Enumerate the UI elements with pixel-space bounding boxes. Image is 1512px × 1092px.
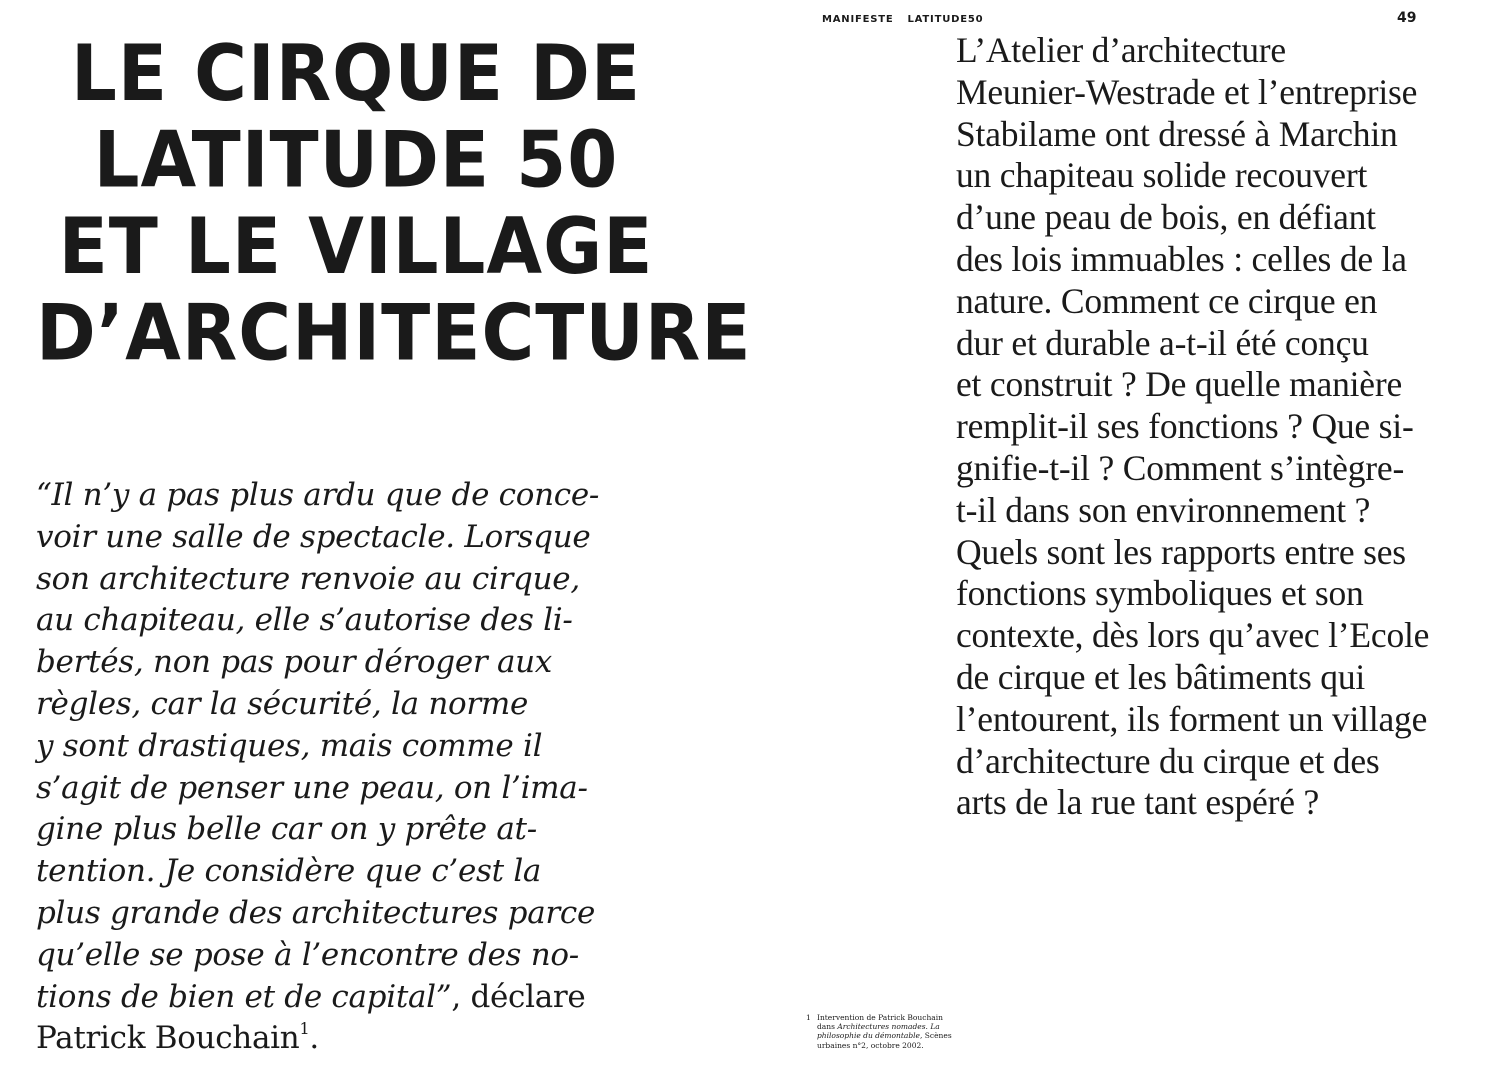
quote-tail: , déclare <box>451 978 586 1015</box>
quote-line: s’agit de penser une peau, on l’ima- <box>36 769 588 806</box>
quote-line: tions de bien et de capital” <box>36 978 452 1015</box>
running-head-section: MANIFESTE <box>822 14 894 25</box>
attribution-line <box>36 1018 636 1060</box>
article-title <box>36 27 752 378</box>
footnote-segment: dans <box>817 1022 838 1032</box>
quote-last-line <box>36 977 636 1019</box>
footnote-line: urbaines n°2, octobre 2002. <box>817 1040 924 1050</box>
body-line: gnifie-t-il ? Comment s’intègre- <box>956 447 1405 488</box>
attribution-period: . <box>309 1020 319 1057</box>
running-head <box>822 14 983 25</box>
page-number: 49 <box>1397 10 1417 26</box>
quote-line: plus grande des architectures parce <box>36 894 596 931</box>
footnote-segment: , Scènes <box>920 1031 952 1041</box>
quote-attribution: Patrick Bouchain <box>36 1020 300 1057</box>
body-line: des lois immuables : celles de la <box>956 238 1407 279</box>
body-line: fonctions symboliques et son <box>956 573 1364 614</box>
body-line: et construit ? De quelle manière <box>956 364 1403 405</box>
title-line: D’ARCHITECTURE <box>36 287 752 378</box>
footnote-line <box>817 1031 957 1040</box>
quote-line: au chapiteau, elle s’autorise des li- <box>36 602 573 639</box>
body-line: Meunier-Westrade et l’entreprise <box>956 71 1418 112</box>
body-line: Stabilame ont dressé à Marchin <box>956 113 1398 154</box>
footnote-book-title: Architectures nomades. La <box>837 1022 940 1032</box>
quote-line: qu’elle se pose à l’encontre des no- <box>36 936 579 973</box>
title-line: LE CIRQUE DE <box>70 27 642 119</box>
body-line: nature. Comment ce cirque en <box>956 280 1378 321</box>
body-line: Quels sont les rapports entre ses <box>956 531 1406 572</box>
quote-line: règles, car la sécurité, la norme <box>36 685 529 722</box>
quote-line: “Il n’y a pas plus ardu que de conce- <box>36 477 600 513</box>
quote-line: gine plus belle car on y prête at- <box>36 811 537 848</box>
footnote-line: Intervention de Patrick Bouchain <box>817 1013 943 1022</box>
body-line: d’une peau de bois, en défiant <box>956 197 1376 238</box>
body-line: un chapiteau solide recouvert <box>956 155 1368 196</box>
title-line: LATITUDE 50 <box>93 114 619 205</box>
footnote-number: 1 <box>806 1013 811 1022</box>
body-line: d’architecture du cirque et des <box>956 740 1380 781</box>
pull-quote <box>36 475 636 1060</box>
footnote-book-title: philosophie du démontable <box>817 1031 920 1041</box>
body-line: t-il dans son environnement ? <box>956 489 1371 530</box>
body-line: L’Atelier d’architecture <box>956 30 1286 70</box>
body-line: remplit-il ses fonctions ? Que si- <box>956 406 1414 447</box>
body-line: l’entourent, ils forment un village <box>956 698 1428 739</box>
title-line: ET LE VILLAGE <box>58 200 654 292</box>
footnote-text <box>817 1013 957 1050</box>
footnote-reference[interactable]: 1 <box>299 1019 310 1039</box>
quote-line: bertés, non pas pour déroger aux <box>36 644 552 681</box>
running-head-title: LATITUDE50 <box>907 14 984 25</box>
quote-line: y sont drastiques, mais comme il <box>36 727 543 764</box>
body-line: arts de la rue tant espéré ? <box>956 782 1320 823</box>
body-line: contexte, dès lors qu’avec l’Ecole <box>956 615 1430 656</box>
quote-line: son architecture renvoie au cirque, <box>36 560 580 597</box>
quote-line: voir une salle de spectacle. Lorsque <box>36 518 591 555</box>
body-text <box>956 30 1501 824</box>
body-line: dur et durable a-t-il été conçu <box>956 322 1369 363</box>
quote-line: tention. Je considère que c’est la <box>36 853 542 890</box>
footnote-line <box>817 1022 957 1031</box>
body-line: de cirque et les bâtiments qui <box>956 656 1366 697</box>
